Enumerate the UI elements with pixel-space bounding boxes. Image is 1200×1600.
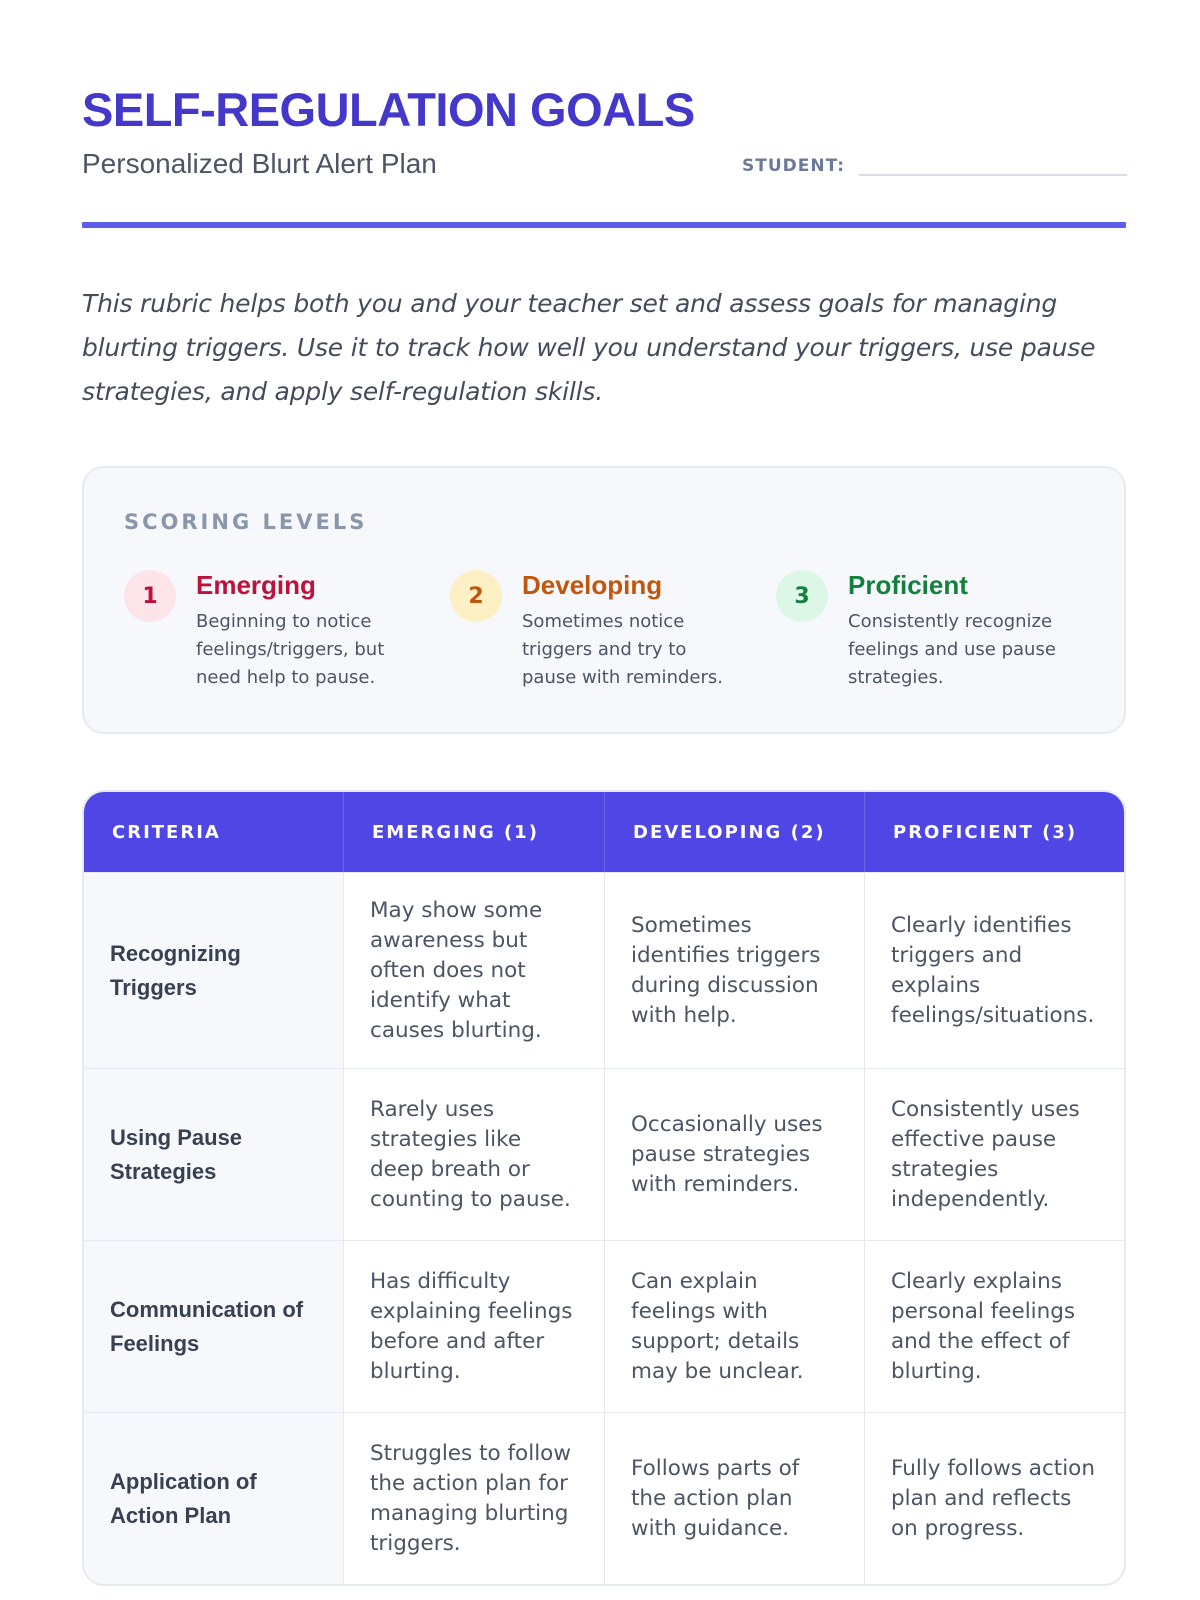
student-label: STUDENT:	[742, 156, 846, 176]
emerging-cell: Has difficulty explaining feelings before and after blurting.	[344, 1241, 605, 1412]
header-divider	[82, 222, 1126, 228]
rubric-page	[82, 82, 1126, 1586]
student-field	[742, 154, 1127, 176]
intro-paragraph: This rubric helps both you and your teacher set and assess goals for managing blurting triggers. Use it to track how well you understand your triggers, use pause strategies, and apply self-regulation skills.	[82, 289, 1096, 406]
developing-cell: Sometimes identifies triggers during discussion with help.	[605, 873, 865, 1068]
table-row	[84, 872, 1124, 1068]
rubric-header-row	[84, 792, 1124, 872]
page-subtitle: Personalized Blurt Alert Plan	[82, 148, 437, 179]
header-emerging: EMERGING (1)	[344, 792, 605, 872]
level-name: Proficient	[848, 570, 968, 600]
scoring-levels-title: SCORING LEVELS	[124, 510, 368, 534]
criteria-cell: Using Pause Strategies	[84, 1069, 344, 1240]
level-description: Consistently recognize feelings and use pause strategies.	[848, 611, 1056, 688]
criteria-cell: Communication of Feelings	[84, 1241, 344, 1412]
proficient-cell: Fully follows action plan and reflects on progress.	[891, 1455, 1095, 1541]
header-developing: DEVELOPING (2)	[605, 792, 865, 872]
level-description: Sometimes notice triggers and try to pause with reminders.	[522, 611, 723, 688]
scoring-levels-panel	[82, 466, 1126, 734]
page-title: SELF-REGULATION GOALS	[82, 83, 695, 136]
developing-cell: Follows parts of the action plan with guidance.	[605, 1413, 865, 1584]
developing-cell: Can explain feelings with support; details may be unclear.	[605, 1241, 865, 1412]
rubric-table	[82, 790, 1126, 1586]
level-badge: 2	[450, 570, 502, 622]
header-criteria: CRITERIA	[84, 792, 344, 872]
emerging-cell: May show some awareness but often does not identify what causes blurting.	[344, 873, 605, 1068]
level-badge: 3	[776, 570, 828, 622]
level-badge: 1	[124, 570, 176, 622]
table-row	[84, 1412, 1124, 1584]
level-name: Emerging	[196, 570, 316, 600]
table-row	[84, 1068, 1124, 1240]
proficient-cell: Clearly identifies triggers and explains feelings/situations.	[891, 912, 1095, 1028]
proficient-cell: Clearly explains personal feelings and the effect of blurting.	[891, 1268, 1076, 1384]
emerging-cell: Struggles to follow the action plan for managing blurting triggers.	[344, 1413, 605, 1584]
subtitle-row	[82, 144, 1126, 186]
criteria-cell: Application of Action Plan	[84, 1413, 344, 1584]
criteria-cell: Recognizing Triggers	[84, 873, 344, 1068]
level-description: Beginning to notice feelings/triggers, but need help to pause.	[196, 611, 385, 688]
developing-cell: Occasionally uses pause strategies with reminders.	[605, 1069, 865, 1240]
table-row	[84, 1240, 1124, 1412]
header-proficient: PROFICIENT (3)	[893, 821, 1078, 843]
student-name-line	[859, 154, 1127, 176]
emerging-cell: Rarely uses strategies like deep breath or counting to pause.	[344, 1069, 605, 1240]
proficient-cell: Consistently uses effective pause strategies independently.	[891, 1096, 1080, 1212]
level-name: Developing	[522, 570, 663, 600]
